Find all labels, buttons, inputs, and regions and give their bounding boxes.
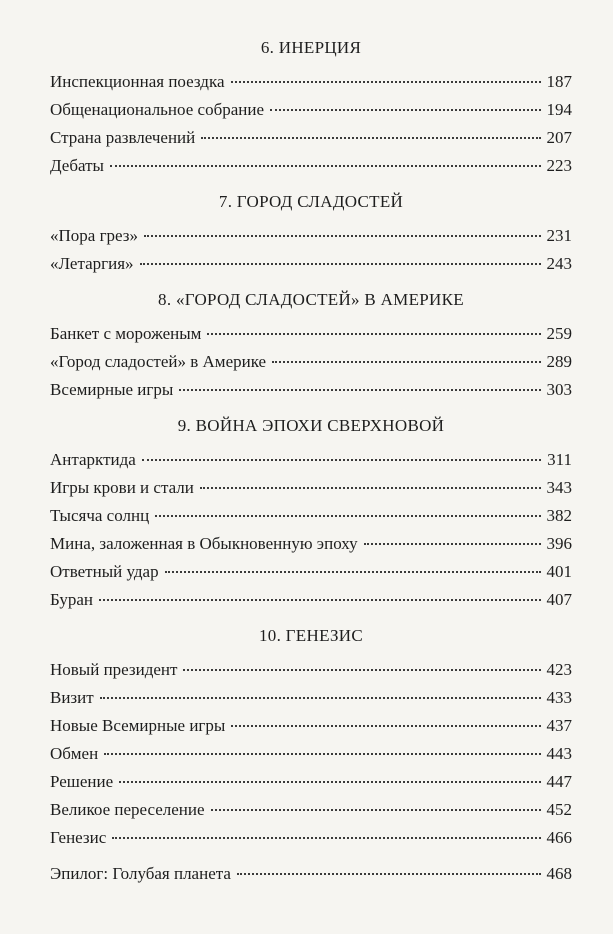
toc-entry (50, 530, 572, 558)
dot-leader (231, 725, 540, 727)
toc-entry (50, 586, 572, 614)
entry-page-number: 407 (546, 590, 572, 609)
toc-entry (50, 124, 572, 152)
dot-leader (231, 81, 541, 83)
entry-title: Визит (50, 688, 94, 707)
dot-leader (165, 571, 541, 573)
entry-page-number: 437 (546, 716, 572, 735)
entry-title: Антарктида (50, 450, 136, 469)
dot-leader (237, 873, 541, 875)
entry-title: Мина, заложенная в Обыкновенную эпоху (50, 534, 358, 553)
toc-entry (50, 502, 572, 530)
toc-entry (50, 222, 572, 250)
toc-entry (50, 740, 572, 768)
entry-page-number: 401 (546, 562, 572, 581)
toc-entry (50, 684, 572, 712)
toc-entry (50, 712, 572, 740)
section-title: 10. ГЕНЕЗИС (258, 626, 363, 645)
entry-page-number: 443 (546, 744, 572, 763)
entry-page-number: 231 (546, 226, 572, 245)
entry-page-number: 289 (546, 352, 572, 371)
entry-page-number: 447 (546, 772, 572, 791)
dot-leader (119, 781, 540, 783)
dot-leader (201, 137, 540, 139)
toc-entry (50, 250, 572, 278)
toc-entry-epilogue (50, 860, 572, 888)
dot-leader (99, 599, 541, 601)
entry-title: Великое переселение (50, 800, 205, 819)
entry-title: Инспекционная поездка (50, 72, 225, 91)
entry-page-number: 466 (546, 828, 572, 847)
entry-page-number: 207 (546, 128, 572, 147)
entry-page-number: 396 (546, 534, 572, 553)
entry-title: Генезис (50, 828, 107, 847)
entry-title: «Город сладостей» в Америке (50, 352, 267, 371)
dot-leader (155, 515, 540, 517)
dot-leader (100, 697, 541, 699)
dot-leader (144, 235, 540, 237)
dot-leader (364, 543, 541, 545)
entry-title: Банкет с мороженым (50, 324, 202, 343)
entry-title: Решение (50, 772, 114, 791)
section-title: 6. ИНЕРЦИЯ (260, 38, 362, 57)
toc-entry (50, 558, 572, 586)
entry-title: Ответный удар (50, 562, 159, 581)
dot-leader (142, 459, 541, 461)
dot-leader (272, 361, 540, 363)
entry-title: Обмен (50, 744, 99, 763)
entry-title: Эпилог: Голубая планета (50, 864, 231, 883)
dot-leader (183, 669, 540, 671)
entry-title: Дебаты (50, 156, 104, 175)
dot-leader (104, 753, 540, 755)
toc-entry (50, 474, 572, 502)
entry-page-number: 311 (547, 450, 572, 469)
toc-entry (50, 348, 572, 376)
entry-page-number: 243 (546, 254, 572, 273)
entry-title: «Летаргия» (50, 254, 134, 273)
section-title: 8. «ГОРОД СЛАДОСТЕЙ» В АМЕРИКЕ (158, 290, 464, 309)
dot-leader (112, 837, 540, 839)
toc-entry (50, 152, 572, 180)
dot-leader (200, 487, 541, 489)
entry-page-number: 194 (546, 100, 572, 119)
entry-page-number: 423 (546, 660, 572, 679)
table-of-contents (50, 36, 572, 888)
entry-title: Игры крови и стали (50, 478, 194, 497)
section-title: 7. ГОРОД СЛАДОСТЕЙ (218, 192, 404, 211)
toc-entry (50, 796, 572, 824)
entry-title: Общенациональное собрание (50, 100, 265, 119)
toc-entry (50, 768, 572, 796)
section-title: 9. ВОЙНА ЭПОХИ СВЕРХНОВОЙ (177, 416, 445, 435)
toc-entry (50, 656, 572, 684)
entry-title: Новые Всемирные игры (50, 716, 226, 735)
entry-title: Тысяча солнц (50, 506, 150, 525)
entry-page-number: 343 (546, 478, 572, 497)
toc-entry (50, 96, 572, 124)
dot-leader (270, 109, 540, 111)
toc-entry (50, 376, 572, 404)
entry-page-number: 452 (546, 800, 572, 819)
entry-page-number: 223 (546, 156, 572, 175)
entry-page-number: 187 (546, 72, 572, 91)
entry-page-number: 468 (546, 864, 572, 883)
dot-leader (207, 333, 540, 335)
entry-page-number: 259 (546, 324, 572, 343)
dot-leader (179, 389, 540, 391)
dot-leader (110, 165, 541, 167)
entry-page-number: 382 (546, 506, 572, 525)
entry-title: Новый президент (50, 660, 178, 679)
entry-title: «Пора грез» (50, 226, 139, 245)
entry-title: Страна развлечений (50, 128, 196, 147)
dot-leader (140, 263, 541, 265)
toc-entry (50, 68, 572, 96)
toc-entry (50, 320, 572, 348)
entry-page-number: 303 (546, 380, 572, 399)
entry-title: Буран (50, 590, 93, 609)
entry-title: Всемирные игры (50, 380, 174, 399)
toc-entry (50, 824, 572, 852)
entry-page-number: 433 (546, 688, 572, 707)
toc-entry (50, 446, 572, 474)
dot-leader (211, 809, 541, 811)
